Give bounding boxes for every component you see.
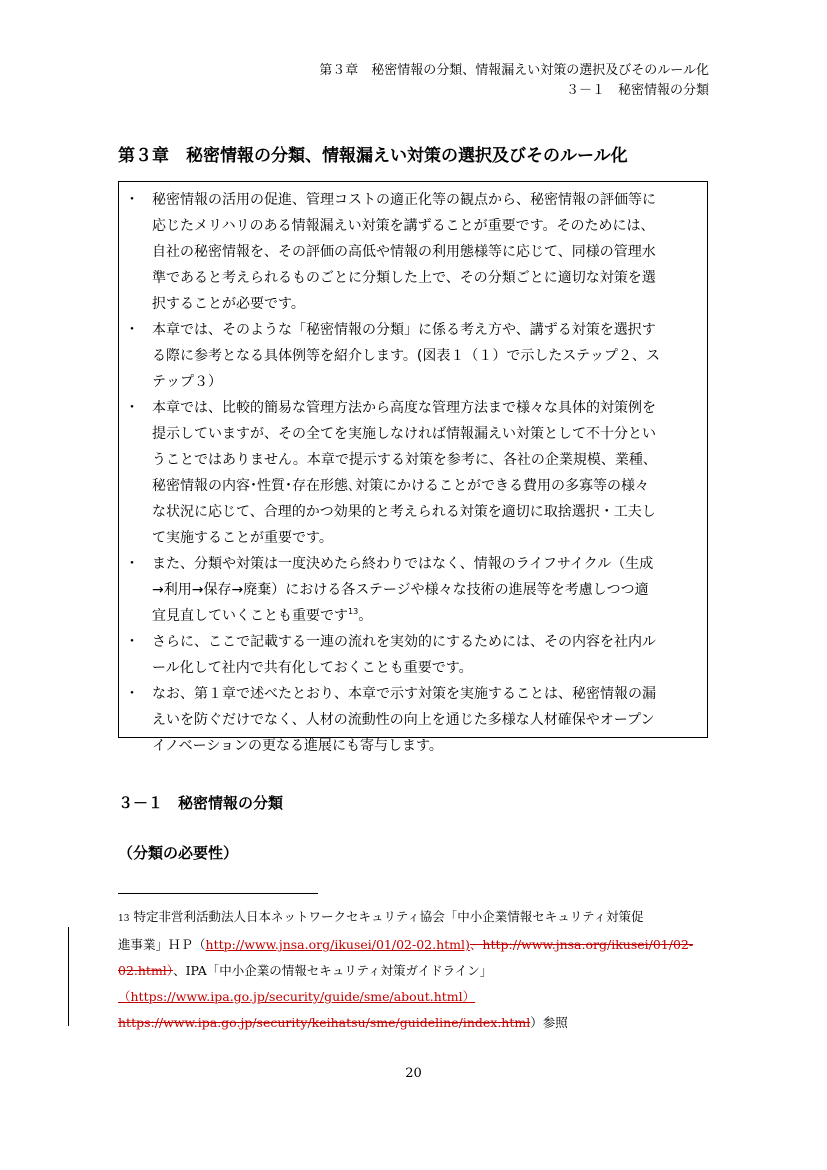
chapter-title: 第３章 秘密情報の分類、情報漏えい対策の選択及びそのルール化 bbox=[118, 146, 628, 166]
subsection-title: （分類の必要性） bbox=[118, 844, 239, 862]
text-line: 提示していますが、その全てを実施しなければ情報漏えい対策として不十分とい bbox=[152, 426, 656, 442]
inserted-link[interactable]: http://www.jnsa.org/ikusei/01/02-02.html) bbox=[205, 937, 470, 952]
revision-change-bar bbox=[68, 927, 69, 1026]
page-number: 20 bbox=[405, 1066, 422, 1081]
deleted-text: 02.html） bbox=[118, 963, 174, 978]
bullet-text bbox=[152, 629, 700, 681]
deleted-link: https://www.ipa.go.jp/security/keihatsu/sme/guideline/index.html bbox=[118, 1015, 531, 1030]
text-line: テップ３） bbox=[152, 374, 222, 390]
text-line: えいを防ぐだけでなく、人材の流動性の向上を通じた多様な人材確保やオープン bbox=[152, 712, 655, 728]
text-line: ール化して社内で共有化しておくことも重要です。 bbox=[152, 660, 473, 676]
text-line: なお、第１章で述べたとおり、本章で示す対策を実施することは、秘密情報の漏 bbox=[152, 686, 656, 702]
text-line: 準であると考えられるものごとに分類した上で、その分類ごとに適切な対策を選 bbox=[152, 270, 656, 286]
bullet-text bbox=[152, 317, 700, 395]
inserted-link[interactable]: （https://www.ipa.go.jp/security/guide/sme/about.html） bbox=[118, 989, 476, 1004]
text-line: 択することが必要です。 bbox=[152, 296, 305, 312]
bullet-mark: ・ bbox=[125, 192, 139, 208]
text-line: うことではありません。本章で提示する対策を参考に、各社の企業規模、業種、 bbox=[152, 452, 657, 468]
footnote-line bbox=[118, 984, 718, 1010]
text-fragment: ）参照 bbox=[530, 1015, 568, 1030]
text-line: 秘密情報の活用の促進、管理コストの適正化等の観点から、秘密情報の評価等に bbox=[152, 192, 656, 208]
text-line: イノベーションの更なる進展にも寄与します。 bbox=[152, 738, 443, 754]
bullet-text bbox=[152, 395, 700, 551]
text-line: て実施することが重要です。 bbox=[152, 530, 333, 546]
text-fragment: 宜見直していくことも重要です bbox=[152, 608, 348, 624]
section-title: ３－１ 秘密情報の分類 bbox=[118, 794, 284, 812]
text-line: また、分類や対策は一度決めたら終わりではなく、情報のライフサイクル（生成 bbox=[152, 556, 654, 572]
bullet-mark: ・ bbox=[125, 322, 139, 338]
text-line: →利用→保存→廃棄）における各ステージや様々な技術の進展等を考慮しつつ適 bbox=[152, 582, 649, 598]
text-line: な状況に応じて、合理的かつ効果的と考えられる対策を適切に取捨選択・工夫し bbox=[152, 504, 656, 520]
text-fragment: 進事業」ＨＰ（ bbox=[118, 937, 206, 952]
text-fragment: 、IPA「中小企業の情報セキュリティ対策ガイドライン」 bbox=[173, 963, 493, 978]
bullet-mark: ・ bbox=[125, 400, 139, 416]
bullet-text bbox=[152, 187, 700, 317]
text-line: 秘密情報の内容･性質･存在形態､対策にかけることができる費用の多寡等の様々 bbox=[152, 478, 649, 494]
footnote bbox=[118, 904, 718, 1036]
bullet-mark: ・ bbox=[125, 556, 139, 572]
text-line: 自社の秘密情報を、その評価の高低や情報の利用態様等に応じて、同様の管理水 bbox=[152, 244, 656, 260]
text-fragment: 。 bbox=[358, 608, 373, 624]
deleted-text: 、http://www.jnsa.org/ikusei/01/02- bbox=[469, 937, 694, 952]
footnote-line bbox=[118, 958, 718, 984]
footnote-line bbox=[118, 1010, 718, 1036]
footnote-reference: 13 bbox=[348, 607, 359, 616]
text-line bbox=[152, 603, 700, 629]
text-line: 本章では、そのような「秘密情報の分類」に係る考え方や、講ずる対策を選択す bbox=[152, 322, 656, 338]
footnote-line bbox=[118, 904, 718, 932]
bullet-text bbox=[152, 681, 700, 759]
text-fragment: 特定非営利活動法人日本ネットワークセキュリティ協会「中小企業情報セキュリティ対策促 bbox=[133, 909, 644, 924]
chapter-summary-box bbox=[118, 181, 708, 754]
text-line: さらに、ここで記載する一連の流れを実効的にするためには、その内容を社内ル bbox=[152, 634, 656, 650]
bullet-text bbox=[152, 551, 700, 629]
footnote-separator bbox=[118, 893, 318, 894]
bullet-mark: ・ bbox=[125, 634, 139, 650]
running-header-section: ３－１ 秘密情報の分類 bbox=[565, 83, 709, 98]
running-header-chapter: 第３章 秘密情報の分類、情報漏えい対策の選択及びそのルール化 bbox=[319, 63, 709, 78]
text-line: る際に参考となる具体例等を紹介します。(図表１（１）で示したステップ２、ス bbox=[152, 348, 661, 364]
text-line: 応じたメリハリのある情報漏えい対策を講ずることが重要です。そのためには、 bbox=[152, 218, 655, 234]
text-line: 本章では、比較的簡易な管理方法から高度な管理方法まで様々な具体的対策例を bbox=[152, 400, 656, 416]
footnote-line bbox=[118, 932, 718, 958]
bullet-mark: ・ bbox=[125, 686, 139, 702]
footnote-number: 13 bbox=[118, 914, 130, 924]
